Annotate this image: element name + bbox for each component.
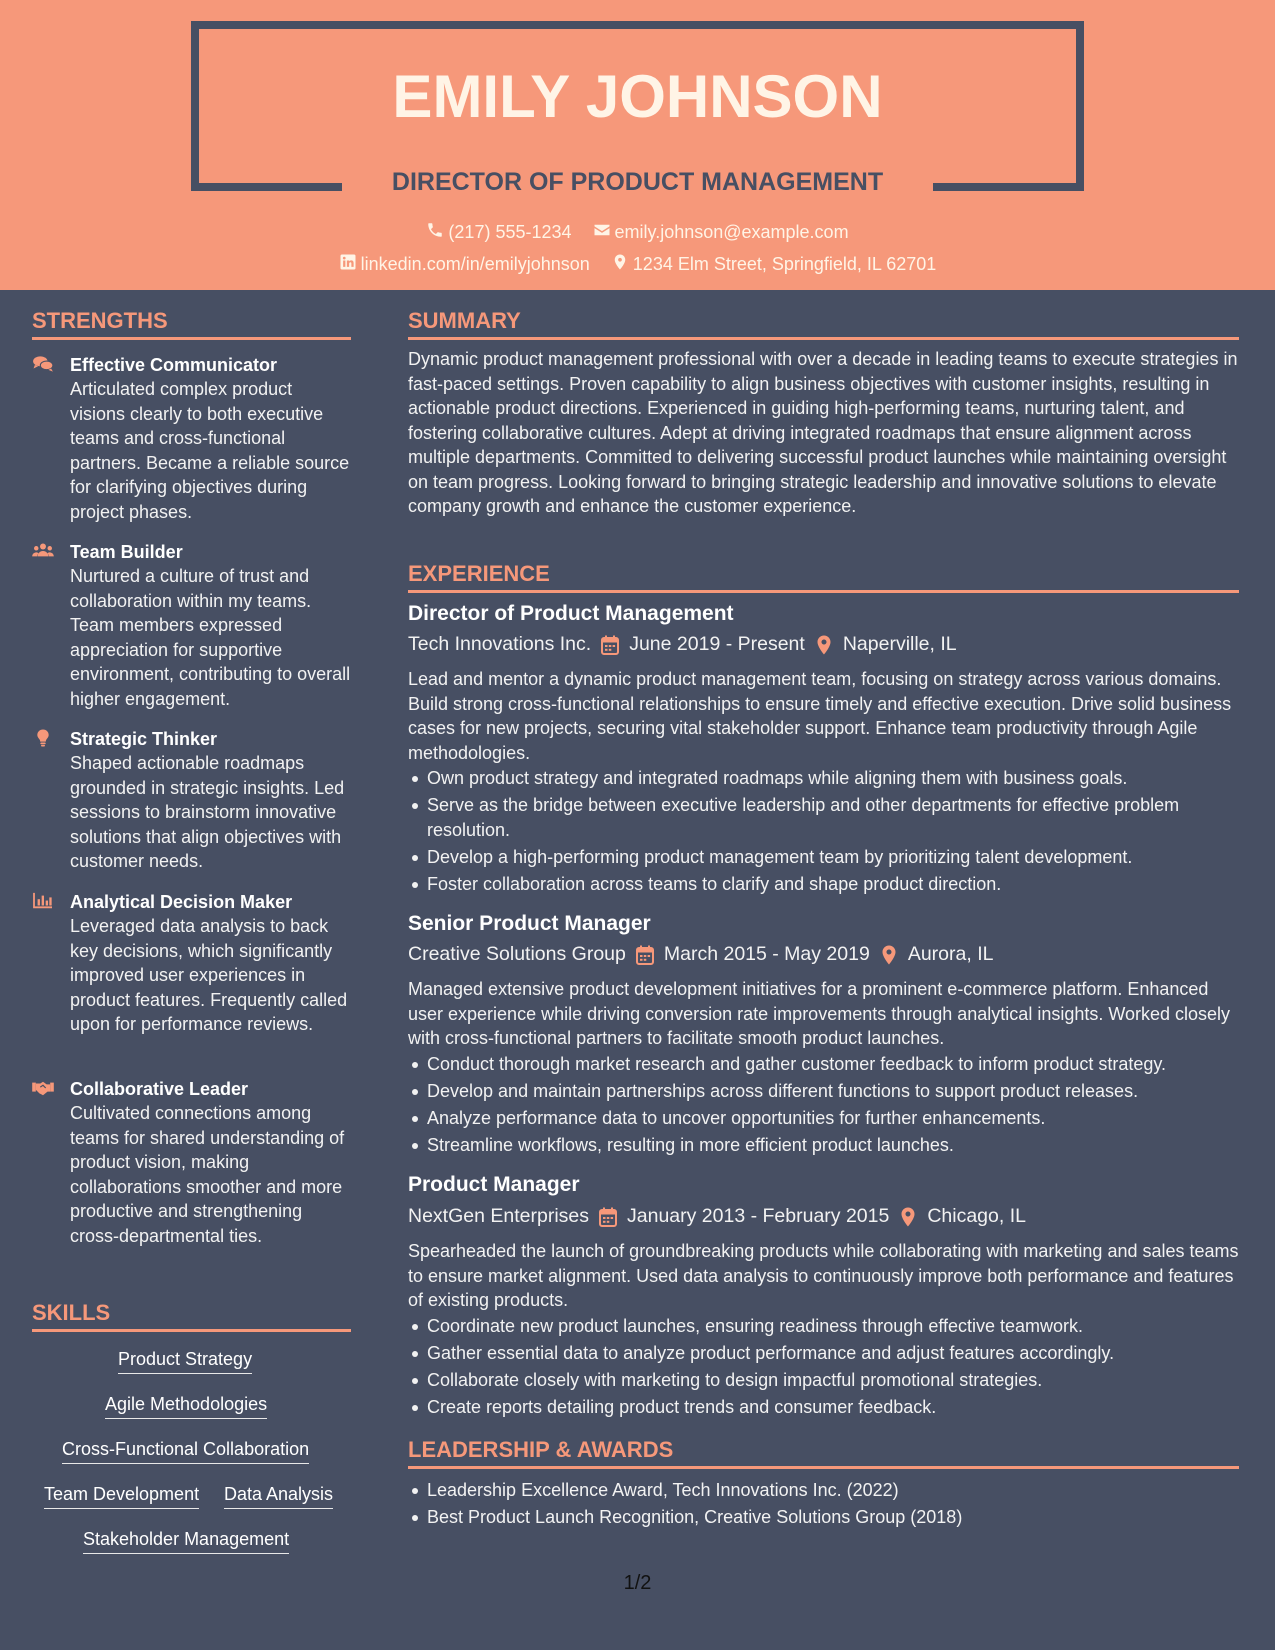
job-company: NextGen Enterprises bbox=[408, 1205, 589, 1227]
linkedin-text: linkedin.com/in/emilyjohnson bbox=[360, 254, 590, 274]
strength-desc: Cultivated connections among teams for shared understanding of product vision, making collaborations smoother and more productive and strengthening cross-departmental ties. bbox=[70, 1103, 345, 1246]
summary-text: Dynamic product management professional with over a decade in leading teams to execute strategies in fast-paced settings. Proven capability to align business objectives with customer insights, resulting in actionable product directions. Experienced in guiding high-performing teams, nurturing talent, and fostering collaborative cultures. Adept at driving integrated roadmaps that ensure alignment across multiple departments. Committed to delivering successful product launches while maintaining oversight on team progress. Looking forward to bringing strategic leadership and innovative solutions to elevate company growth and enhance the customer experience. bbox=[408, 349, 1238, 516]
calendar-icon bbox=[599, 1207, 617, 1227]
awards-rule bbox=[408, 1466, 1239, 1469]
skill-tag: Stakeholder Management bbox=[83, 1529, 289, 1554]
map-pin-icon bbox=[880, 945, 898, 965]
bullet-item: Develop a high-performing product management team by prioritizing talent development. bbox=[408, 845, 1240, 870]
strength-title: Analytical Decision Maker bbox=[70, 892, 293, 912]
job-bullets bbox=[408, 1052, 1240, 1160]
address-contact bbox=[611, 253, 937, 276]
awards-heading: LEADERSHIP & AWARDS bbox=[408, 1437, 674, 1462]
strength-title: Collaborative Leader bbox=[70, 1079, 249, 1099]
strengths-heading: STRENGTHS bbox=[32, 308, 168, 333]
lightbulb-icon bbox=[32, 729, 56, 747]
job-title: Product Manager bbox=[408, 1173, 580, 1196]
candidate-title: DIRECTOR OF PRODUCT MANAGEMENT bbox=[391, 168, 884, 196]
strength-title: Strategic Thinker bbox=[70, 729, 218, 749]
bullet-item: Analyze performance data to uncover opportunities for further enhancements. bbox=[408, 1106, 1240, 1131]
job-meta bbox=[408, 633, 957, 656]
job-description: Lead and mentor a dynamic product management team, focusing on strategy across various domains. Build strong cross-functional relationships to ensure timely and effective execution. Drive solid business cases for new projects, securing vital stakeholder support. Enhance team productivity through Agile methodologies. bbox=[408, 669, 1232, 763]
bullet-item: Gather essential data to analyze product performance and adjust features accordingly. bbox=[408, 1341, 1240, 1366]
bullet-item: Coordinate new product launches, ensuring readiness through effective teamwork. bbox=[408, 1314, 1240, 1339]
job-company: Creative Solutions Group bbox=[408, 943, 626, 965]
strength-item bbox=[32, 1077, 352, 1248]
phone-icon bbox=[426, 221, 448, 244]
job-meta bbox=[408, 943, 993, 966]
job-dates: June 2019 - Present bbox=[629, 633, 805, 655]
job-meta bbox=[408, 1205, 1026, 1228]
skill-tag: Team Development bbox=[44, 1484, 199, 1509]
map-pin-icon bbox=[815, 635, 833, 655]
calendar-icon bbox=[601, 635, 619, 655]
bullet-item: Create reports detailing product trends and consumer feedback. bbox=[408, 1395, 1240, 1420]
page-number: 1/2 bbox=[623, 1572, 652, 1594]
email-contact[interactable] bbox=[593, 221, 849, 244]
comments-icon bbox=[32, 355, 56, 373]
job-location: Aurora, IL bbox=[907, 943, 994, 965]
handshake-icon bbox=[32, 1079, 56, 1097]
skills-rule bbox=[32, 1329, 351, 1332]
job-description: Managed extensive product development initiatives for a prominent e-commerce platform. Enhanced user experience while driving conversion rate improvements through analytical insights. Worked closely with cross-functional partners to facilitate smooth product launches. bbox=[408, 979, 1231, 1048]
strength-desc: Articulated complex product visions clearly to both executive teams and cross-functional partners. Became a reliable source for clarifying objectives during project phases. bbox=[70, 379, 350, 522]
award-item: Leadership Excellence Award, Tech Innovations Inc. (2022) bbox=[408, 1478, 1240, 1503]
strength-desc: Leveraged data analysis to back key decisions, which significantly improved user experiences in product features. Frequently called upon for performance reviews. bbox=[70, 916, 348, 1034]
job-bullets bbox=[408, 1314, 1240, 1422]
job-title: Director of Product Management bbox=[408, 602, 734, 625]
skills-heading: SKILLS bbox=[32, 1300, 111, 1325]
job-bullets bbox=[408, 766, 1240, 899]
strength-desc: Nurtured a culture of trust and collaboration within my teams. Team members expressed appreciation for supportive environment, contributing to overall higher engagement. bbox=[70, 566, 351, 709]
skill-tag: Cross-Functional Collaboration bbox=[62, 1439, 309, 1464]
bullet-item: Develop and maintain partnerships across different functions to support product releases. bbox=[408, 1079, 1240, 1104]
phone-text: (217) 555-1234 bbox=[448, 222, 572, 242]
awards-list bbox=[408, 1478, 1240, 1532]
skill-tag: Data Analysis bbox=[224, 1484, 333, 1509]
job-location: Naperville, IL bbox=[842, 633, 957, 655]
bullet-item: Serve as the bridge between executive leadership and other departments for effective problem resolution. bbox=[408, 793, 1240, 842]
job-description: Spearheaded the launch of groundbreaking products while collaborating with marketing and sales teams to ensure market alignment. Used data analysis to continuously improve both performance and features of existing products. bbox=[408, 1241, 1239, 1310]
strength-title: Effective Communicator bbox=[70, 355, 278, 375]
bullet-item: Collaborate closely with marketing to design impactful promotional strategies. bbox=[408, 1368, 1240, 1393]
contact-row-1 bbox=[0, 221, 1275, 244]
skill-tag: Product Strategy bbox=[118, 1349, 252, 1374]
strength-item bbox=[32, 727, 352, 874]
skill-tag: Agile Methodologies bbox=[105, 1394, 267, 1419]
users-icon bbox=[32, 542, 56, 560]
bullet-item: Streamline workflows, resulting in more efficient product launches. bbox=[408, 1133, 1240, 1158]
bullet-item: Conduct thorough market research and gather customer feedback to inform product strategy. bbox=[408, 1052, 1240, 1077]
strength-title: Team Builder bbox=[70, 542, 183, 562]
award-item: Best Product Launch Recognition, Creative Solutions Group (2018) bbox=[408, 1505, 1240, 1530]
map-pin-icon bbox=[611, 253, 633, 276]
linkedin-icon bbox=[339, 253, 361, 276]
summary-rule bbox=[408, 337, 1239, 340]
job-company: Tech Innovations Inc. bbox=[408, 633, 592, 655]
email-text: emily.johnson@example.com bbox=[614, 222, 849, 242]
strengths-rule bbox=[32, 337, 351, 340]
summary-heading: SUMMARY bbox=[408, 308, 521, 333]
phone-contact[interactable] bbox=[426, 221, 571, 244]
job-location: Chicago, IL bbox=[927, 1205, 1026, 1227]
address-text: 1234 Elm Street, Springfield, IL 62701 bbox=[632, 254, 937, 274]
strength-item bbox=[32, 540, 352, 711]
strength-item bbox=[32, 353, 352, 524]
job-title: Senior Product Manager bbox=[408, 912, 651, 935]
calendar-icon bbox=[636, 945, 654, 965]
experience-heading: EXPERIENCE bbox=[408, 561, 550, 586]
bullet-item: Own product strategy and integrated roadmaps while aligning them with business goals. bbox=[408, 766, 1240, 791]
strength-desc: Shaped actionable roadmaps grounded in strategic insights. Led sessions to brainstorm innovative solutions that align objectives with customer needs. bbox=[70, 753, 345, 871]
bullet-item: Foster collaboration across teams to clarify and shape product direction. bbox=[408, 872, 1240, 897]
contact-row-2 bbox=[0, 253, 1275, 276]
job-dates: January 2013 - February 2015 bbox=[627, 1205, 890, 1227]
envelope-icon bbox=[593, 221, 615, 244]
strength-item bbox=[32, 890, 352, 1037]
linkedin-contact[interactable] bbox=[339, 253, 590, 276]
header-frame-top bbox=[191, 21, 1084, 29]
chart-icon bbox=[32, 892, 56, 910]
resume-header bbox=[0, 0, 1275, 290]
map-pin-icon bbox=[899, 1207, 917, 1227]
experience-rule bbox=[408, 590, 1239, 593]
job-dates: March 2015 - May 2019 bbox=[663, 943, 870, 965]
candidate-name: EMILY JOHNSON bbox=[392, 63, 883, 130]
